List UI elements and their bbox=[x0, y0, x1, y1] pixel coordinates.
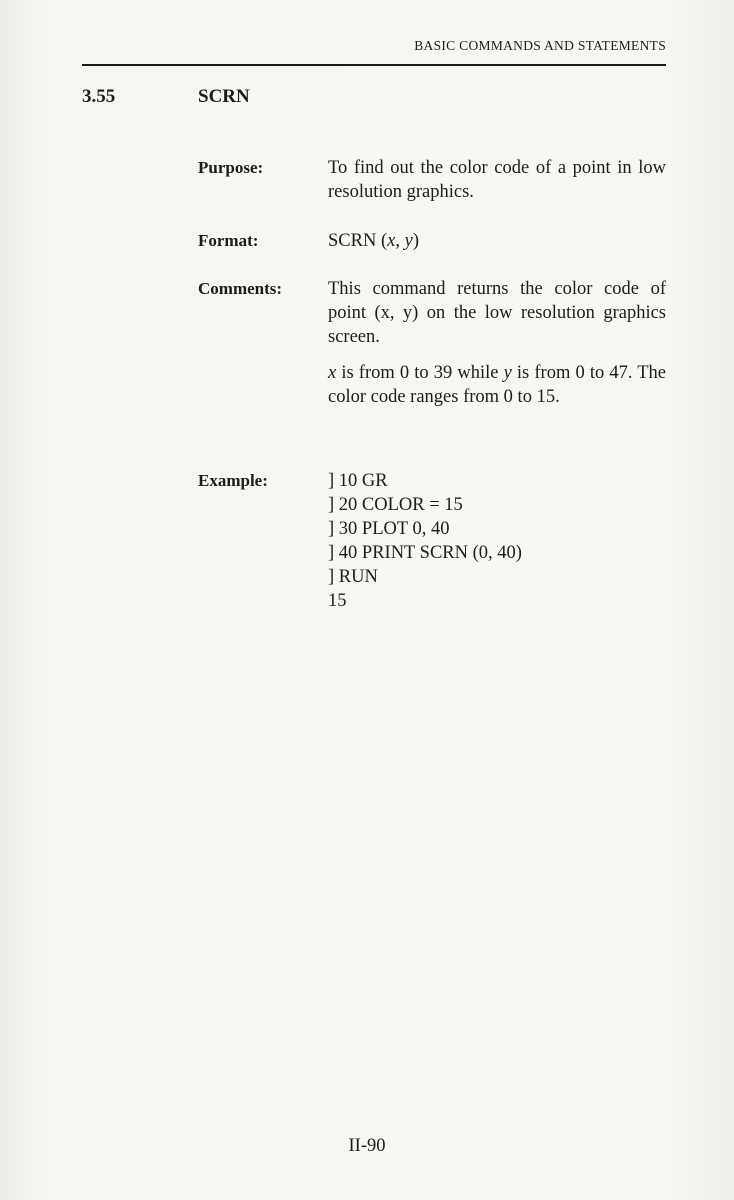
code-output: 15 bbox=[328, 591, 347, 611]
code-line: ] 20 COLOR = 15 bbox=[328, 495, 463, 515]
comments-x: x bbox=[328, 363, 337, 383]
comments-part-2: is from 0 to 47. The color code ranges from 0 to 15. bbox=[328, 363, 666, 407]
format-y: y bbox=[404, 231, 413, 251]
page-number: II-90 bbox=[348, 1136, 386, 1156]
code-line: ] 30 PLOT 0, 40 bbox=[328, 519, 450, 539]
format-label: Format: bbox=[198, 231, 259, 250]
header-rule bbox=[82, 64, 666, 66]
comments-entry bbox=[198, 277, 666, 409]
format-entry bbox=[198, 229, 666, 253]
format-x: x bbox=[387, 231, 396, 251]
code-line: ] 40 PRINT SCRN (0, 40) bbox=[328, 543, 522, 563]
comments-paragraph-2 bbox=[328, 361, 666, 409]
section-number: 3.55 bbox=[82, 86, 116, 107]
comments-part-1: is from 0 to 39 while bbox=[336, 363, 504, 383]
example-entry bbox=[198, 469, 666, 613]
format-suffix: ) bbox=[412, 231, 419, 251]
format-syntax bbox=[328, 229, 666, 253]
example-code bbox=[328, 469, 666, 613]
code-line: ] RUN bbox=[328, 567, 378, 587]
format-prefix: SCRN ( bbox=[328, 231, 388, 251]
purpose-paragraph: To find out the color code of a point in low resolution graphics. bbox=[328, 158, 666, 202]
example-label: Example: bbox=[198, 471, 268, 490]
section-title: SCRN bbox=[198, 86, 250, 107]
comments-paragraph-1: This command returns the color code of point (x, y) on the low resolution graphics screen. bbox=[328, 279, 666, 347]
comments-text bbox=[328, 277, 666, 409]
format-text bbox=[328, 229, 666, 253]
format-sep: , bbox=[395, 231, 405, 251]
code-line: ] 10 GR bbox=[328, 471, 388, 491]
purpose-entry bbox=[198, 156, 666, 204]
purpose-text bbox=[328, 156, 666, 204]
comments-label: Comments: bbox=[198, 279, 283, 298]
purpose-label: Purpose: bbox=[198, 158, 264, 177]
comments-y: y bbox=[503, 363, 512, 383]
running-head: BASIC COMMANDS AND STATEMENTS bbox=[414, 38, 666, 53]
